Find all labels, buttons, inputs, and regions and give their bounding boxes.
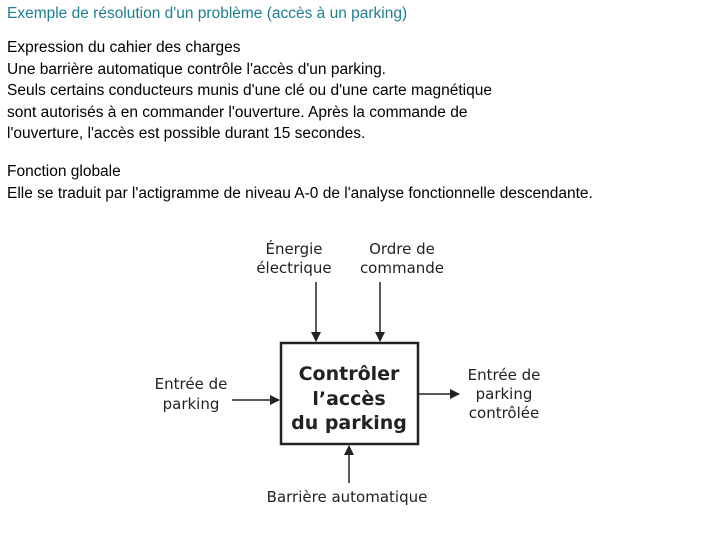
output-label: contrôlée	[468, 404, 540, 422]
mechanism-label: Barrière automatique	[266, 488, 428, 506]
specification-line: l'ouverture, l'accès est possible durant 15 secondes.	[7, 125, 366, 142]
control-energy-label: Énergie	[265, 240, 323, 258]
output-label: Entrée de	[467, 366, 541, 384]
page-title: Exemple de résolution d'un problème (accès à un parking)	[7, 5, 408, 22]
control-energy-label: électrique	[256, 259, 332, 277]
global-function-heading: Fonction globale	[7, 163, 121, 180]
specification-line: sont autorisés à en commander l'ouverture. Après la commande de	[7, 103, 468, 121]
input-label: parking	[162, 395, 220, 413]
control-command-label: commande	[359, 259, 445, 277]
function-label-line: Contrôler	[298, 363, 400, 385]
specification-line: Une barrière automatique contrôle l'accès d'un parking.	[7, 60, 386, 78]
specification-line: Seuls certains conducteurs munis d'une clé ou d'une carte magnétique	[7, 82, 492, 99]
function-label-line: du parking	[291, 412, 407, 434]
function-label-line: l’accès	[312, 388, 386, 410]
global-function-line: Elle se traduit par l'actigramme de niveau A-0 de l'analyse fonctionnelle descendante.	[7, 184, 593, 202]
output-label: parking	[475, 385, 533, 403]
input-label: Entrée de	[154, 375, 228, 393]
control-command-label: Ordre de	[369, 240, 435, 258]
specification-heading: Expression du cahier des charges	[7, 39, 241, 56]
